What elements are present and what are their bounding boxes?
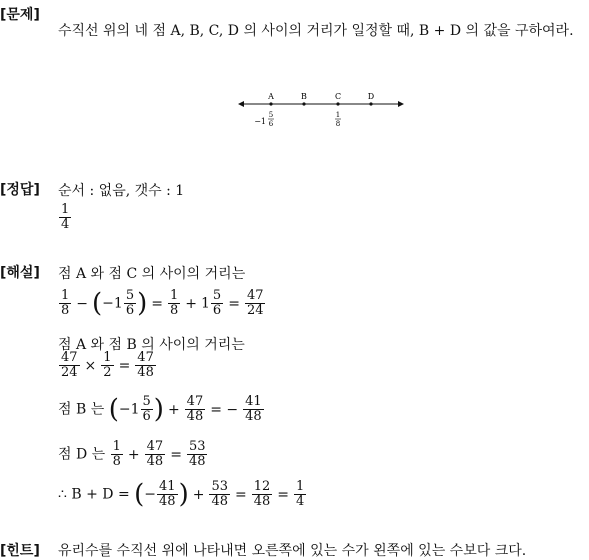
solution-eq-5: ∴ B + D = (− $\frac{41}{48}$ ) + $\frac{53}{48}$ = $\frac{12}{48}$ = $\frac{1}{4}$ xyxy=(58,479,305,510)
solution-label: [해설] xyxy=(0,265,40,281)
a-value-int: −1 xyxy=(254,117,266,126)
answer-value xyxy=(58,203,72,232)
a-value-den: 6 xyxy=(268,120,274,128)
hint-label: [힌트] xyxy=(0,543,40,559)
point-d-label: D xyxy=(367,92,375,101)
solution-step-2: 점 A 와 점 B 의 사이의 거리는 xyxy=(58,337,245,353)
solution-eq-4: 점 D 는 $\frac{1}{8}$ + $\frac{47}{48}$ = $\frac{53}{48}$ xyxy=(58,439,206,469)
number-line xyxy=(238,90,408,130)
solution-step-1: 점 A 와 점 C 의 사이의 거리는 xyxy=(58,266,246,282)
solution-eq-3: 점 B 는 (−1 $\frac{5}{6}$ ) + $\frac{47}{48}$ = − $\frac{41}{48}$ xyxy=(58,394,262,425)
solution-eq-2: $\frac{47}{24}$ × $\frac{1}{2}$ = $\frac{47}{48}$ xyxy=(61,350,154,380)
a-value-num: 5 xyxy=(268,111,274,119)
problem-label: [문제] xyxy=(0,7,40,23)
solution-step-4: 점 D 는 xyxy=(58,446,106,463)
c-value-num: 1 xyxy=(335,111,341,119)
c-value-den: 8 xyxy=(335,120,341,128)
solution-step-3: 점 B 는 xyxy=(58,401,105,418)
point-c-label: C xyxy=(334,92,342,101)
answer-meta: 순서 : 없음, 갯수 : 1 xyxy=(58,183,185,199)
answer-label: [정답] xyxy=(0,182,40,198)
point-b-label: B xyxy=(301,92,307,101)
problem-text: 수직선 위의 네 점 A, B, C, D 의 사이의 거리가 일정할 때, B + D 의 값을 구하여라. xyxy=(58,23,574,39)
solution-eq-1: $\frac{1}{8}$ − (−1 $\frac{5}{6}$ ) = $\frac{1}{8}$ + 1 $\frac{5}{6}$ = $\frac{47}{24}$ xyxy=(61,288,264,319)
answer-fraction: $\frac{1}{4}$ xyxy=(61,202,70,232)
hint-text: 유리수를 수직선 위에 나타내면 오른쪽에 있는 수가 왼쪽에 있는 수보다 크다. xyxy=(58,543,527,559)
solution-step-5: ∴ B + D = xyxy=(58,486,130,503)
point-a-label: A xyxy=(268,92,274,101)
